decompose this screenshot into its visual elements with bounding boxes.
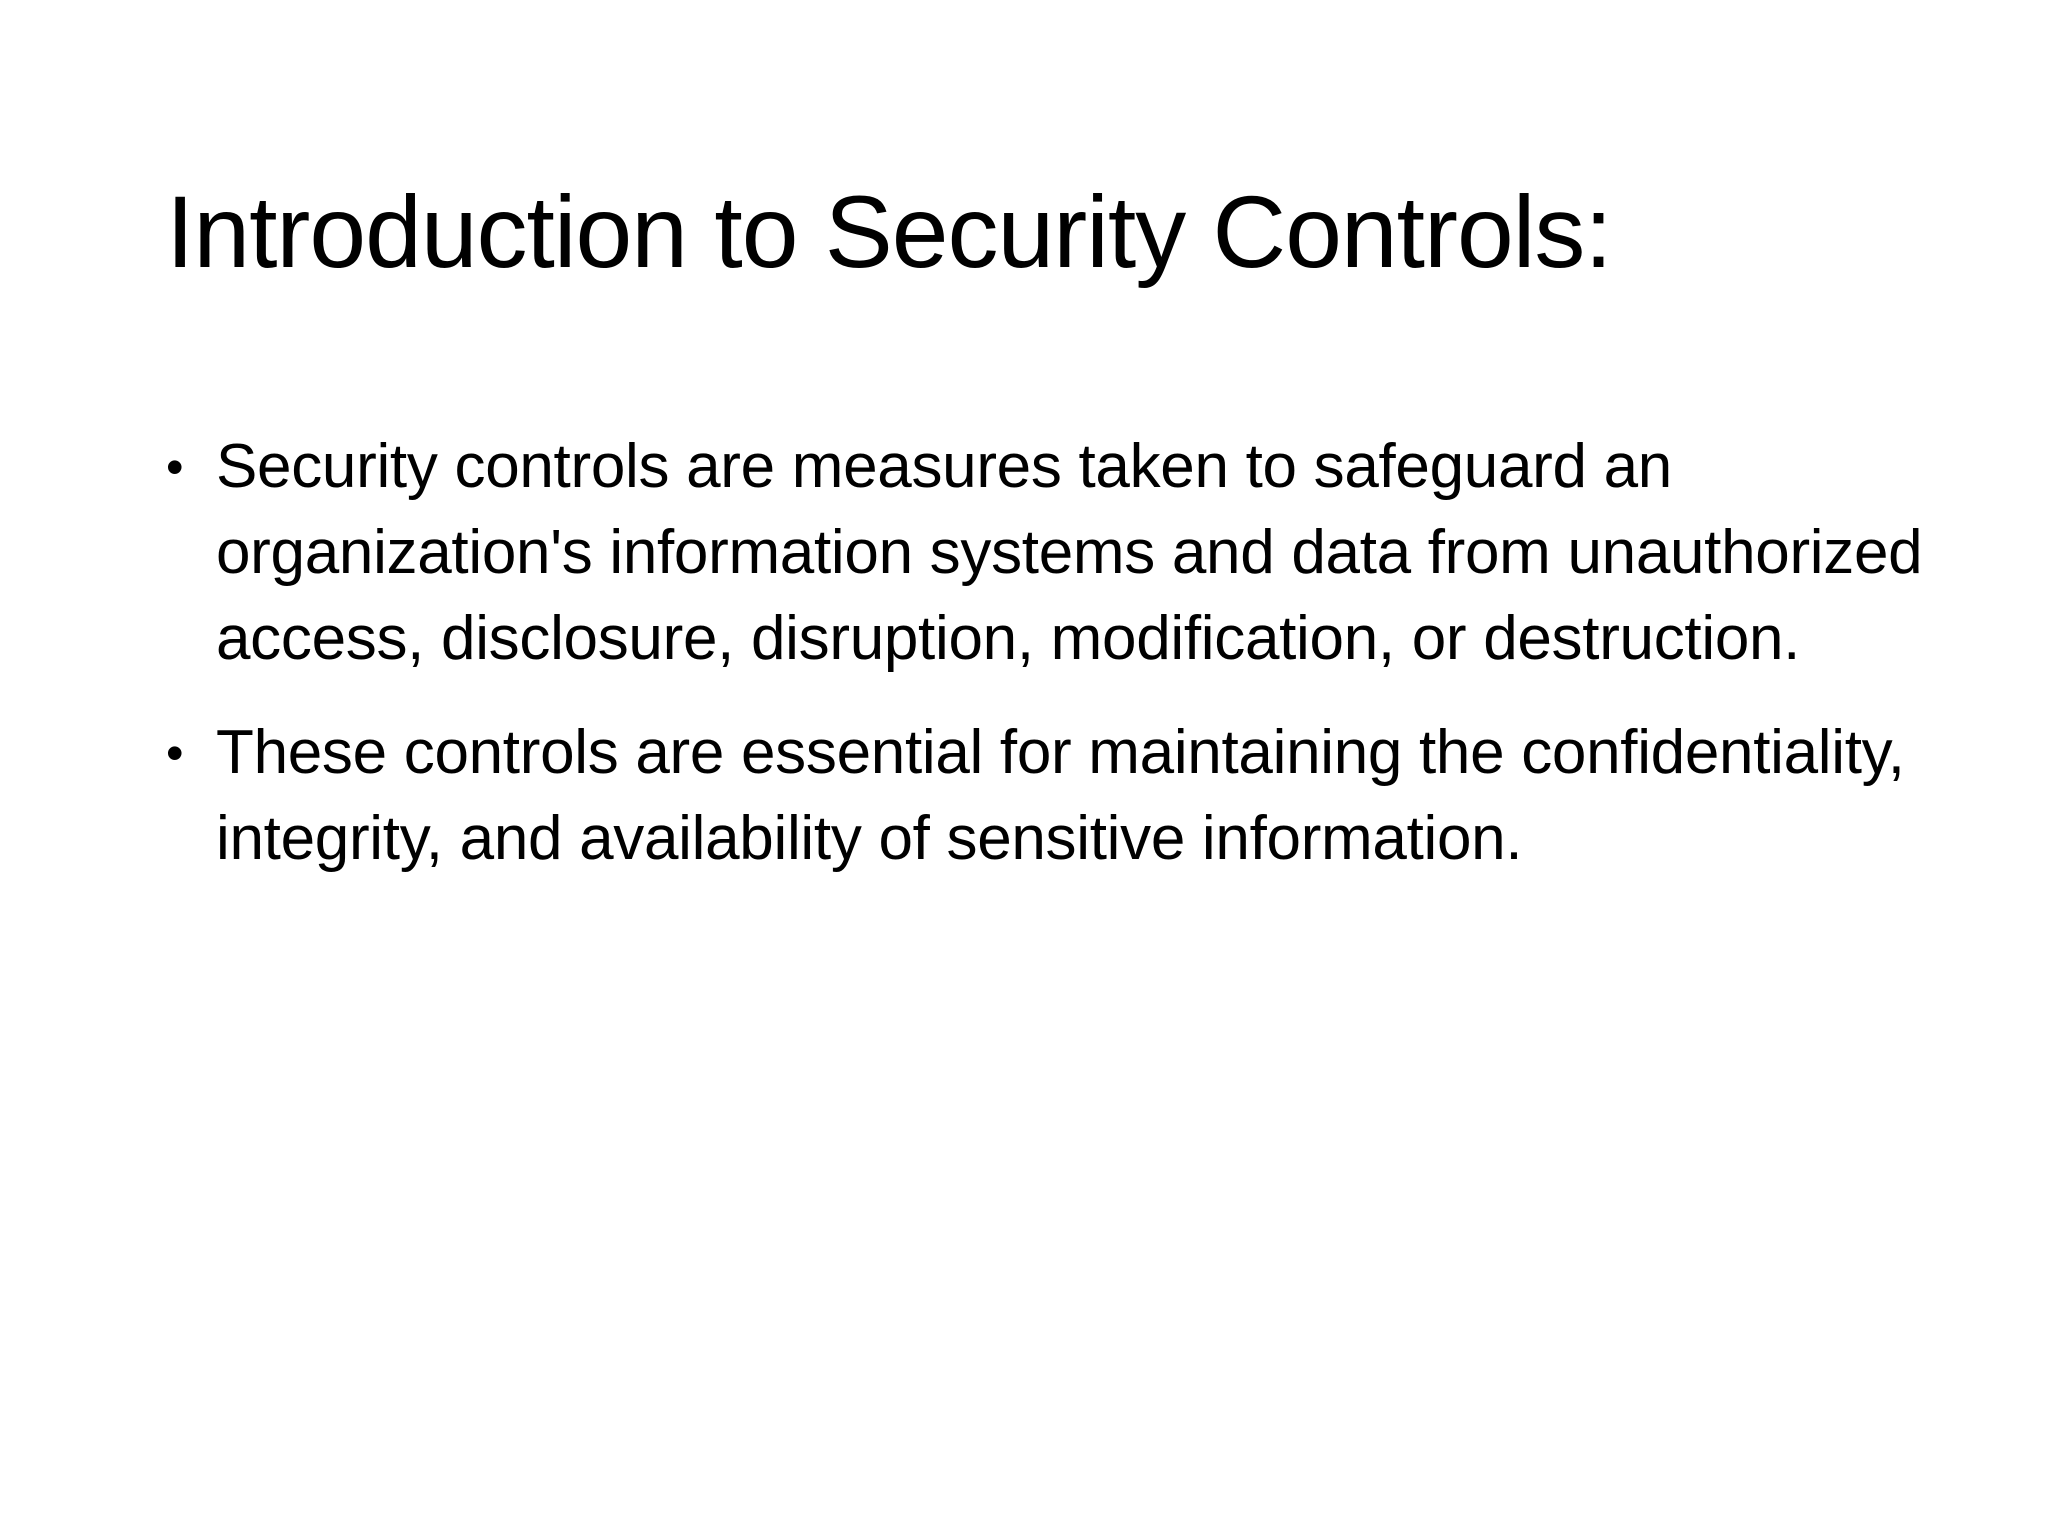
bullet-marker: • [166,439,184,495]
bullet-item [166,710,1926,882]
bullet-list [166,424,1926,910]
bullet-item [166,424,1926,682]
bullet-text: These controls are essential for maintaining the confidentiality, integrity, and availability of sensitive information. [216,718,1905,873]
bullet-marker: • [166,725,184,781]
bullet-text: Security controls are measures taken to safeguard an organization's information systems and data from unauthorized access, disclosure, disruption, modification, or destruction. [216,432,1923,673]
slide-title: Introduction to Security Controls: [166,175,1612,289]
